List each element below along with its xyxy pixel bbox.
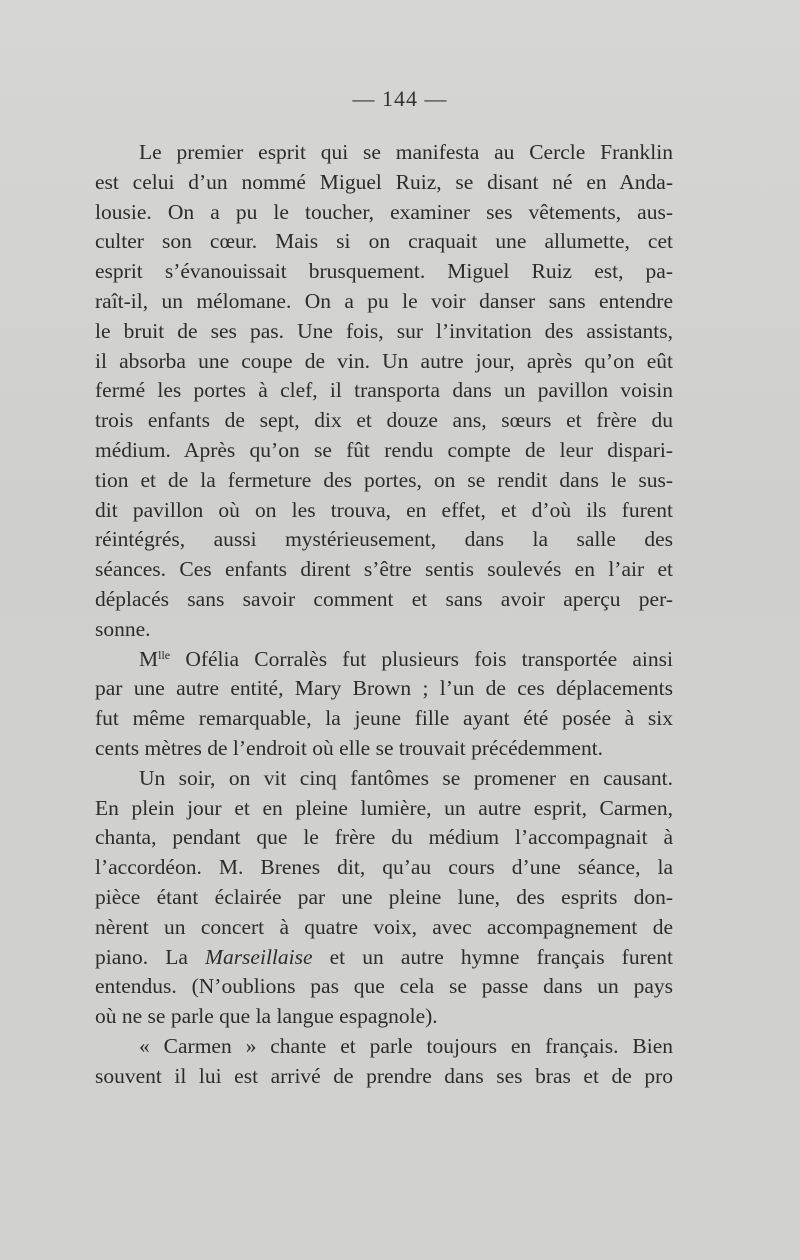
text-line: nèrent un concert à quatre voix, avec accompagnement de [95, 914, 673, 939]
text-line: En plein jour et en pleine lumière, un autre esprit, Carmen, [95, 795, 673, 820]
body-text [95, 138, 673, 1092]
text-line: il absorba une coupe de vin. Un autre jour, après qu’on eût [95, 348, 673, 373]
text-line: « Carmen » chante et parle toujours en français. Bien [139, 1033, 673, 1058]
text-line: cents mètres de l’endroit où elle se trouvait précédemment. [95, 735, 604, 760]
text-line: séances. Ces enfants dirent s’être sentis soulevés en l’air et [95, 557, 673, 582]
text-line [95, 645, 673, 675]
text-line: fermé les portes à clef, il transporta dans un pavillon voisin [95, 378, 673, 403]
paragraph-2 [95, 645, 673, 764]
text-line: sonne. [95, 616, 151, 641]
text-line: tion et de la fermeture des portes, on se rendit dans le sus- [95, 467, 673, 492]
text-line: pièce étant éclairée par une pleine lune, des esprits don- [95, 884, 673, 909]
text-line: esprit s’évanouissait brusquement. Miguel Ruiz est, pa- [95, 259, 673, 284]
paragraph-1 [95, 138, 673, 645]
mlle-prefix: M [139, 646, 159, 671]
text-line: par une autre entité, Mary Brown ; l’un de ces déplacements [95, 676, 673, 701]
text-line [95, 943, 673, 973]
text-line: médium. Après qu’on se fût rendu compte de leur dispari- [95, 437, 673, 462]
text-line: où ne se parle que la langue espagnole). [95, 1004, 438, 1029]
text-line: réintégrés, aussi mystérieusement, dans la salle des [95, 527, 673, 552]
text-line: souvent il lui est arrivé de prendre dans ses bras et de pro [95, 1063, 673, 1088]
text-line: culter son cœur. Mais si on craquait une allumette, cet [95, 229, 673, 254]
text-line: l’accordéon. M. Brenes dit, qu’au cours d’une séance, la [95, 855, 673, 880]
paragraph-4 [95, 1032, 673, 1092]
text-line: est celui d’un nommé Miguel Ruiz, se disant né en Anda- [95, 169, 673, 194]
text-line: lousie. On a pu le toucher, examiner ses vêtements, aus- [95, 199, 673, 224]
mlle-superscript: lle [158, 647, 171, 662]
text-line: dit pavillon où on les trouva, en effet, et d’où ils furent [95, 497, 673, 522]
line-text: piano. La [95, 944, 206, 969]
paragraph-3 [95, 764, 673, 1032]
italic-title: Marseillaise [205, 944, 313, 969]
text-line: Le premier esprit qui se manifesta au Cercle Franklin [139, 140, 673, 164]
text-line: entendus. (N’oublions pas que cela se passe dans un pays [95, 974, 673, 999]
text-line: chanta, pendant que le frère du médium l’accompagnait à [95, 825, 673, 850]
line-text: et un autre hymne français furent [312, 944, 674, 969]
text-line: déplacés sans savoir comment et sans avoir aperçu per- [95, 586, 673, 611]
line-text: Ofélia Corralès fut plusieurs fois transportée ainsi [170, 646, 673, 671]
text-line: raît-il, un mélomane. On a pu le voir danser sans entendre [95, 288, 673, 313]
text-line: le bruit de ses pas. Une fois, sur l’invitation des assistants, [95, 318, 673, 343]
text-line: fut même remarquable, la jeune fille ayant été posée à six [95, 706, 673, 731]
text-line: trois enfants de sept, dix et douze ans, sœurs et frère du [95, 408, 673, 433]
page-number: — 144 — [352, 86, 448, 111]
text-line: Un soir, on vit cinq fantômes se promener en causant. [139, 765, 673, 790]
